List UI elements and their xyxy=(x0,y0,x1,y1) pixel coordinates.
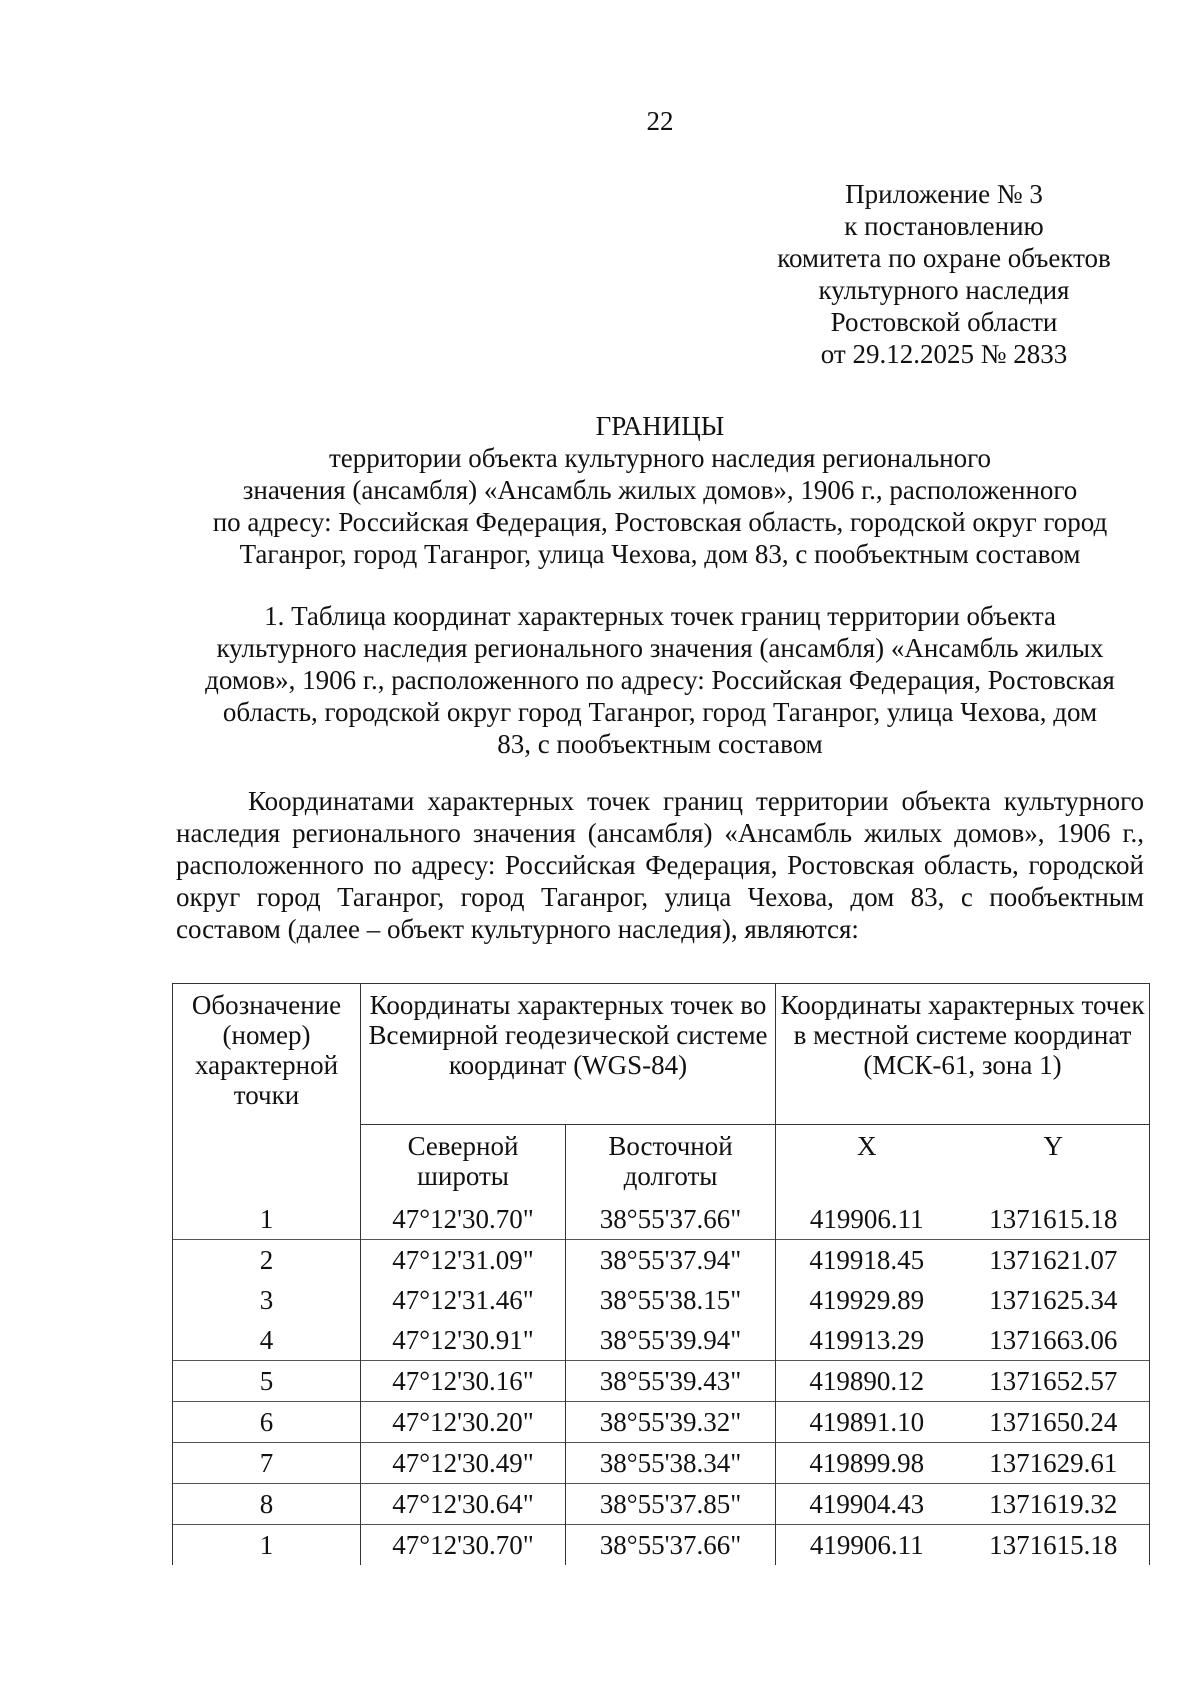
subtitle-line: значения (ансамбля) «Ансамбль жилых домов», 1906 г., расположенного xyxy=(242,475,1078,505)
appendix-line: Ростовской области xyxy=(830,307,1058,337)
cell-longitude: 38°55'38.15" xyxy=(566,1280,776,1320)
table-row xyxy=(173,1199,1150,1240)
cell-latitude: 47°12'30.70" xyxy=(361,1525,566,1566)
cell-y: 1371650.24 xyxy=(958,1402,1150,1443)
cell-point: 1 xyxy=(173,1525,361,1566)
subtitle-line: по адресу: Российская Федерация, Ростовская область, городской округ город xyxy=(212,507,1108,537)
coordinates-table xyxy=(172,983,1150,1565)
appendix-block xyxy=(748,178,1140,370)
cell-latitude: 47°12'30.64" xyxy=(361,1484,566,1525)
cell-x: 419906.11 xyxy=(776,1525,958,1566)
cell-latitude: 47°12'31.46" xyxy=(361,1280,566,1320)
table-row xyxy=(173,1402,1150,1443)
cell-longitude: 38°55'38.34" xyxy=(566,1443,776,1484)
page-number: 22 xyxy=(646,106,674,136)
cell-y: 1371663.06 xyxy=(958,1320,1150,1361)
subtitle-line: территории объекта культурного наследия регионального xyxy=(328,443,991,473)
table-row xyxy=(173,1361,1150,1402)
cell-longitude: 38°55'39.43" xyxy=(566,1361,776,1402)
cell-y: 1371619.32 xyxy=(958,1484,1150,1525)
cell-point: 1 xyxy=(173,1199,361,1240)
table-row xyxy=(173,1484,1150,1525)
table-row xyxy=(173,1525,1150,1566)
cell-point: 3 xyxy=(173,1280,361,1320)
cell-point: 6 xyxy=(173,1402,361,1443)
caption-line: область, городской округ город Таганрог, город Таганрог, улица Чехова, дом xyxy=(222,697,1098,727)
cell-x: 419906.11 xyxy=(809,1204,924,1234)
cell-latitude: 47°12'31.09" xyxy=(361,1240,566,1281)
cell-y: 1371652.57 xyxy=(958,1361,1150,1402)
cell-x: 419899.98 xyxy=(776,1443,958,1484)
document-title: ГРАНИЦЫ xyxy=(595,411,725,441)
cell-point: 2 xyxy=(173,1240,361,1281)
cell-latitude: 47°12'30.70" xyxy=(361,1199,566,1240)
cell-point: 5 xyxy=(173,1361,361,1402)
cell-point: 8 xyxy=(173,1484,361,1525)
cell-x: 419891.10 xyxy=(776,1402,958,1443)
cell-latitude: 47°12'30.91" xyxy=(361,1320,566,1361)
cell-x: 419904.43 xyxy=(776,1484,958,1525)
header-point: Обозначение (номер) характерной точки xyxy=(173,984,361,1200)
cell-latitude: 47°12'30.16" xyxy=(361,1361,566,1402)
appendix-line: Приложение № 3 xyxy=(845,179,1043,209)
subtitle-line: Таганрог, город Таганрог, улица Чехова, дом 83, с пообъектным составом xyxy=(239,539,1081,569)
caption-line: 83, с пообъектным составом xyxy=(497,729,823,759)
appendix-line: к постановлению xyxy=(844,211,1044,241)
cell-x: 419918.45 xyxy=(776,1240,958,1281)
header-wgs: Координаты характерных точек во Всемирной геодезической системе координат (WGS-84) xyxy=(361,984,776,1125)
document-subtitle xyxy=(176,442,1144,570)
cell-y: 1371629.61 xyxy=(958,1443,1150,1484)
header-latitude: Северной широты xyxy=(361,1125,566,1200)
header-y: Y xyxy=(958,1125,1150,1200)
table-row xyxy=(173,1320,1150,1361)
cell-x: 419913.29 xyxy=(809,1325,925,1355)
table-row xyxy=(173,1443,1150,1484)
cell-point: 4 xyxy=(173,1320,361,1361)
table-row xyxy=(173,1280,1150,1320)
cell-latitude: 47°12'30.20" xyxy=(361,1402,566,1443)
header-x: X xyxy=(857,1131,877,1161)
cell-y: 1371625.34 xyxy=(958,1280,1150,1320)
appendix-line: комитета по охране объектов xyxy=(777,243,1111,273)
table-caption xyxy=(176,600,1144,760)
caption-line: 1. Таблица координат характерных точек границ территории объекта xyxy=(264,601,1056,631)
caption-line: домов», 1906 г., расположенного по адресу: Российская Федерация, Ростовская xyxy=(205,665,1115,695)
cell-longitude: 38°55'37.85" xyxy=(566,1484,776,1525)
cell-longitude: 38°55'37.66" xyxy=(566,1525,776,1566)
cell-point: 7 xyxy=(173,1443,361,1484)
appendix-line: от 29.12.2025 № 2833 xyxy=(820,339,1068,369)
cell-y: 1371615.18 xyxy=(958,1199,1150,1240)
intro-paragraph: Координатами характерных точек границ территории объекта культурного наследия регионального значения (ансамбля) «Ансамбль жилых домов», 1906 г., расположенного по адресу: Российская Федерация, Ростовская область, городской округ город Таганрог, город Таганрог, улица Чехова, дом 83, с пообъектным составом (далее – объект культурного наследия), являются: xyxy=(176,786,1144,944)
cell-latitude: 47°12'30.49" xyxy=(361,1443,566,1484)
appendix-line: культурного наследия xyxy=(818,275,1070,305)
header-longitude: Восточной долготы xyxy=(566,1125,776,1200)
table-row xyxy=(173,1240,1150,1281)
cell-y: 1371615.18 xyxy=(958,1525,1150,1566)
cell-y: 1371621.07 xyxy=(958,1240,1150,1281)
cell-longitude: 38°55'37.94" xyxy=(566,1240,776,1281)
cell-longitude: 38°55'39.94" xyxy=(566,1320,776,1361)
cell-longitude: 38°55'37.66" xyxy=(566,1199,776,1240)
cell-x: 419890.12 xyxy=(776,1361,958,1402)
cell-longitude: 38°55'39.32" xyxy=(566,1402,776,1443)
caption-line: культурного наследия регионального значения (ансамбля) «Ансамбль жилых xyxy=(216,633,1104,663)
cell-x: 419929.89 xyxy=(809,1285,925,1315)
header-msk: Координаты характерных точек в местной системе координат (МСК-61, зона 1) xyxy=(776,984,1150,1125)
